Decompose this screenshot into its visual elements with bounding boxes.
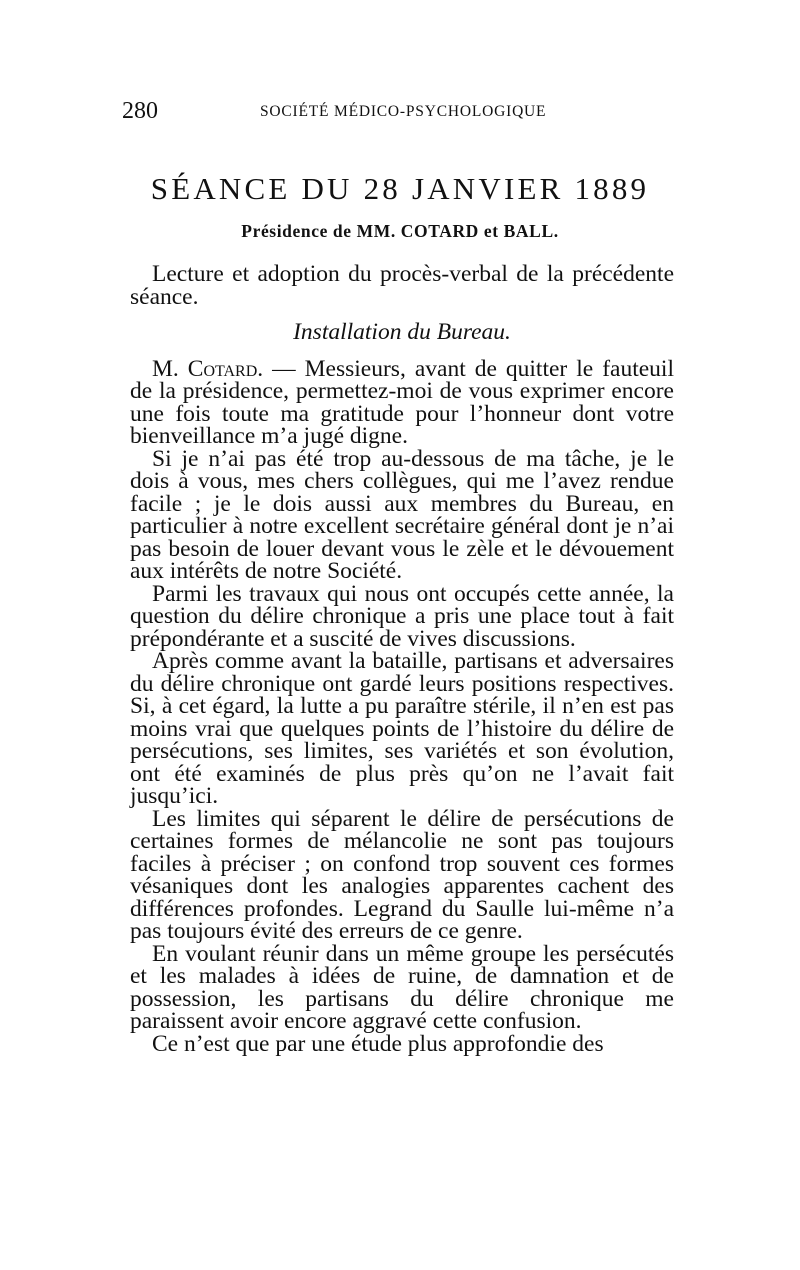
presidence-line: Présidence de MM. COTARD et BALL. [241,221,559,241]
paragraph-6: Les limites qui séparent le délire de persécutions de certaines formes de mélancolie ne sont pas toujours faciles à préciser ; on confond trop souvent ces formes vésaniques dont les analogies apparentes cachent des différences profondes. Legrand du Saulle lui-même n’a pas toujours évité des erreurs de ce genre. [130,805,674,944]
paragraph-8: Ce n’est que par une étude plus approfondie des [152,1030,604,1057]
page-number: 280 [122,98,158,124]
paragraph-2-text: — Messieurs, avant de quitter le fauteuil de la présidence, permettez-moi de vous exprimer encore une fois toute ma gratitude pour l’honneur dont votre bienveillance m’a jugé digne. [130,355,674,449]
paragraph-4: Parmi les travaux qui nous ont occupés cette année, la question du délire chronique a pris une place tout à fait prépondérante et a suscité de vives discussions. [130,580,674,652]
paragraph-5: Après comme avant la bataille, partisans et adversaires du délire chronique ont gardé leurs positions respectives. Si, à cet égard, la lutte a pu paraître stérile, il n’en est pas moins vrai que quelques points de l’histoire du délire de persécutions, ses limites, ses variétés et son évolution, ont été examinés de plus près qu’on ne l’avait fait jusqu’ici. [130,648,674,809]
paragraph-7: En voulant réunir dans un même groupe les persécutés et les malades à idées de ruine, de damnation et de possession, les partisans du délire chronique me paraissent avoir encore aggravé cette confusion. [130,940,674,1034]
journal-title: SOCIÉTÉ MÉDICO-PSYCHOLOGIQUE [260,103,547,120]
speaker-name: M. Cotard. [152,355,264,382]
paragraph-2 [130,355,674,449]
running-head [122,96,682,126]
paragraph-3: Si je n’ai pas été trop au-dessous de ma tâche, je le dois à vous, mes chers collègues, qui me l’avez rendue facile ; je le dois aussi aux membres du Bureau, en particulier à notre excellent secrétaire général dont je n’ai pas besoin de louer devant vous le zèle et le dévouement aux intérêts de notre Société. [130,445,674,584]
seance-title: SÉANCE DU 28 JANVIER 1889 [150,171,650,206]
section-heading: Installation du Bureau. [293,319,511,345]
body-text [130,263,674,1055]
paragraph-1: Lecture et adoption du procès-verbal de la précédente séance. [130,261,674,310]
